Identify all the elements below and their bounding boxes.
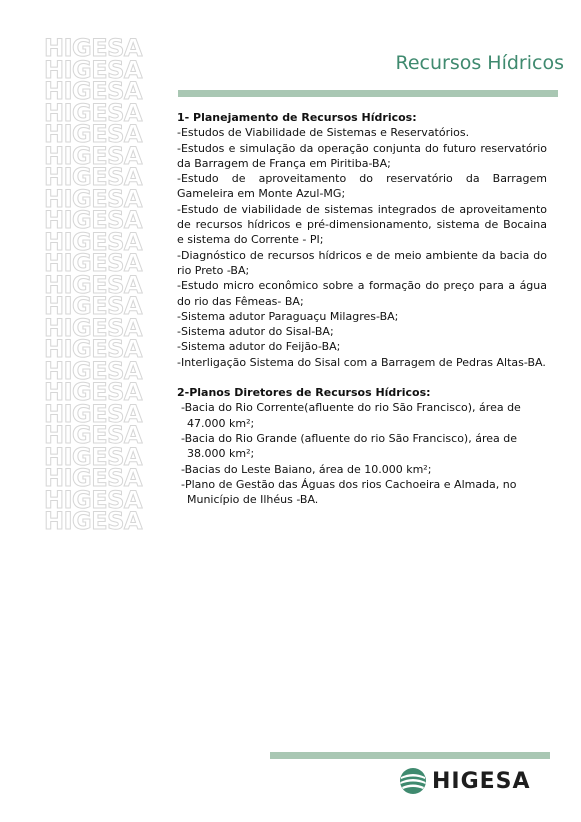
section2-item: -Bacias do Leste Baiano, área de 10.000 km²; [181,462,432,476]
watermark-word: HIGESA [44,163,142,191]
section1-item: -Sistema adutor Paraguaçu Milagres-BA; [177,309,399,323]
logo-text: HIGESA [432,768,531,794]
top-divider-bar [178,90,558,97]
watermark-word: HIGESA [44,98,142,127]
content-body [177,110,547,507]
section2-heading: 2-Planos Diretores de Recursos Hídricos: [177,386,431,400]
watermark-word: HIGESA [44,399,142,428]
section2-item: -Bacia do Rio Grande (afluente do rio São Francisco), área de 38.000 km²; [181,431,517,461]
watermark-word: HIGESA [44,356,142,385]
higesa-watermark [44,34,159,535]
watermark-word: HIGESA [44,34,142,62]
section1-heading: 1- Planejamento de Recursos Hídricos: [177,111,417,124]
watermark-word: HIGESA [44,55,142,84]
watermark-word: HIGESA [44,227,142,256]
section1-item: -Estudo de viabilidade de sistemas integrados de aproveitamento de recursos hídricos e pré-dimensionamento, sistema de Bocaina e sistema do Corrente - PI; [177,202,547,247]
watermark-word: HIGESA [44,507,142,535]
watermark-word: HIGESA [44,184,142,213]
higesa-logo [398,766,531,796]
watermark-word: HIGESA [44,313,142,342]
watermark-word: HIGESA [44,206,142,234]
watermark-word: HIGESA [44,292,142,320]
section1-item: -Sistema adutor do Sisal-BA; [177,325,334,339]
watermark-word: HIGESA [44,77,142,105]
section2-item: -Plano de Gestão das Águas dos rios Cachoeira e Almada, no Município de Ilhéus -BA. [181,477,517,507]
section1-item: -Estudo de aproveitamento do reservatório da Barragem Gameleira em Monte Azul-MG; [177,172,547,201]
section2-item: -Bacia do Rio Corrente(afluente do rio São Francisco), área de 47.000 km²; [181,401,521,430]
globe-icon [398,766,428,796]
watermark-word: HIGESA [44,270,142,299]
watermark-word: HIGESA [44,378,142,406]
page-title: Recursos Hídricos [395,52,564,74]
watermark-word: HIGESA [44,249,142,277]
watermark-word: HIGESA [44,141,142,170]
section1-item: -Estudos e simulação da operação conjunta do futuro reservatório da Barragem de França em Piritiba-BA; [177,141,547,170]
section1-item: -Sistema adutor do Feijão-BA; [177,340,341,354]
watermark-word: HIGESA [44,485,142,514]
bottom-divider-bar [270,752,550,759]
watermark-word: HIGESA [44,120,142,148]
watermark-word: HIGESA [44,335,142,363]
watermark-word: HIGESA [44,421,142,449]
watermark-word: HIGESA [44,464,142,492]
section1-item: -Diagnóstico de recursos hídricos e de meio ambiente da bacia do rio Preto -BA; [177,248,547,277]
section1-item: -Estudo micro econômico sobre a formação do preço para a água do rio das Fêmeas- BA; [177,279,547,308]
section1-item: -Interligação Sistema do Sisal com a Barragem de Pedras Altas-BA. [177,355,546,369]
section1-item: -Estudos de Viabilidade de Sistemas e Reservatórios. [177,126,470,140]
watermark-word: HIGESA [44,442,142,471]
